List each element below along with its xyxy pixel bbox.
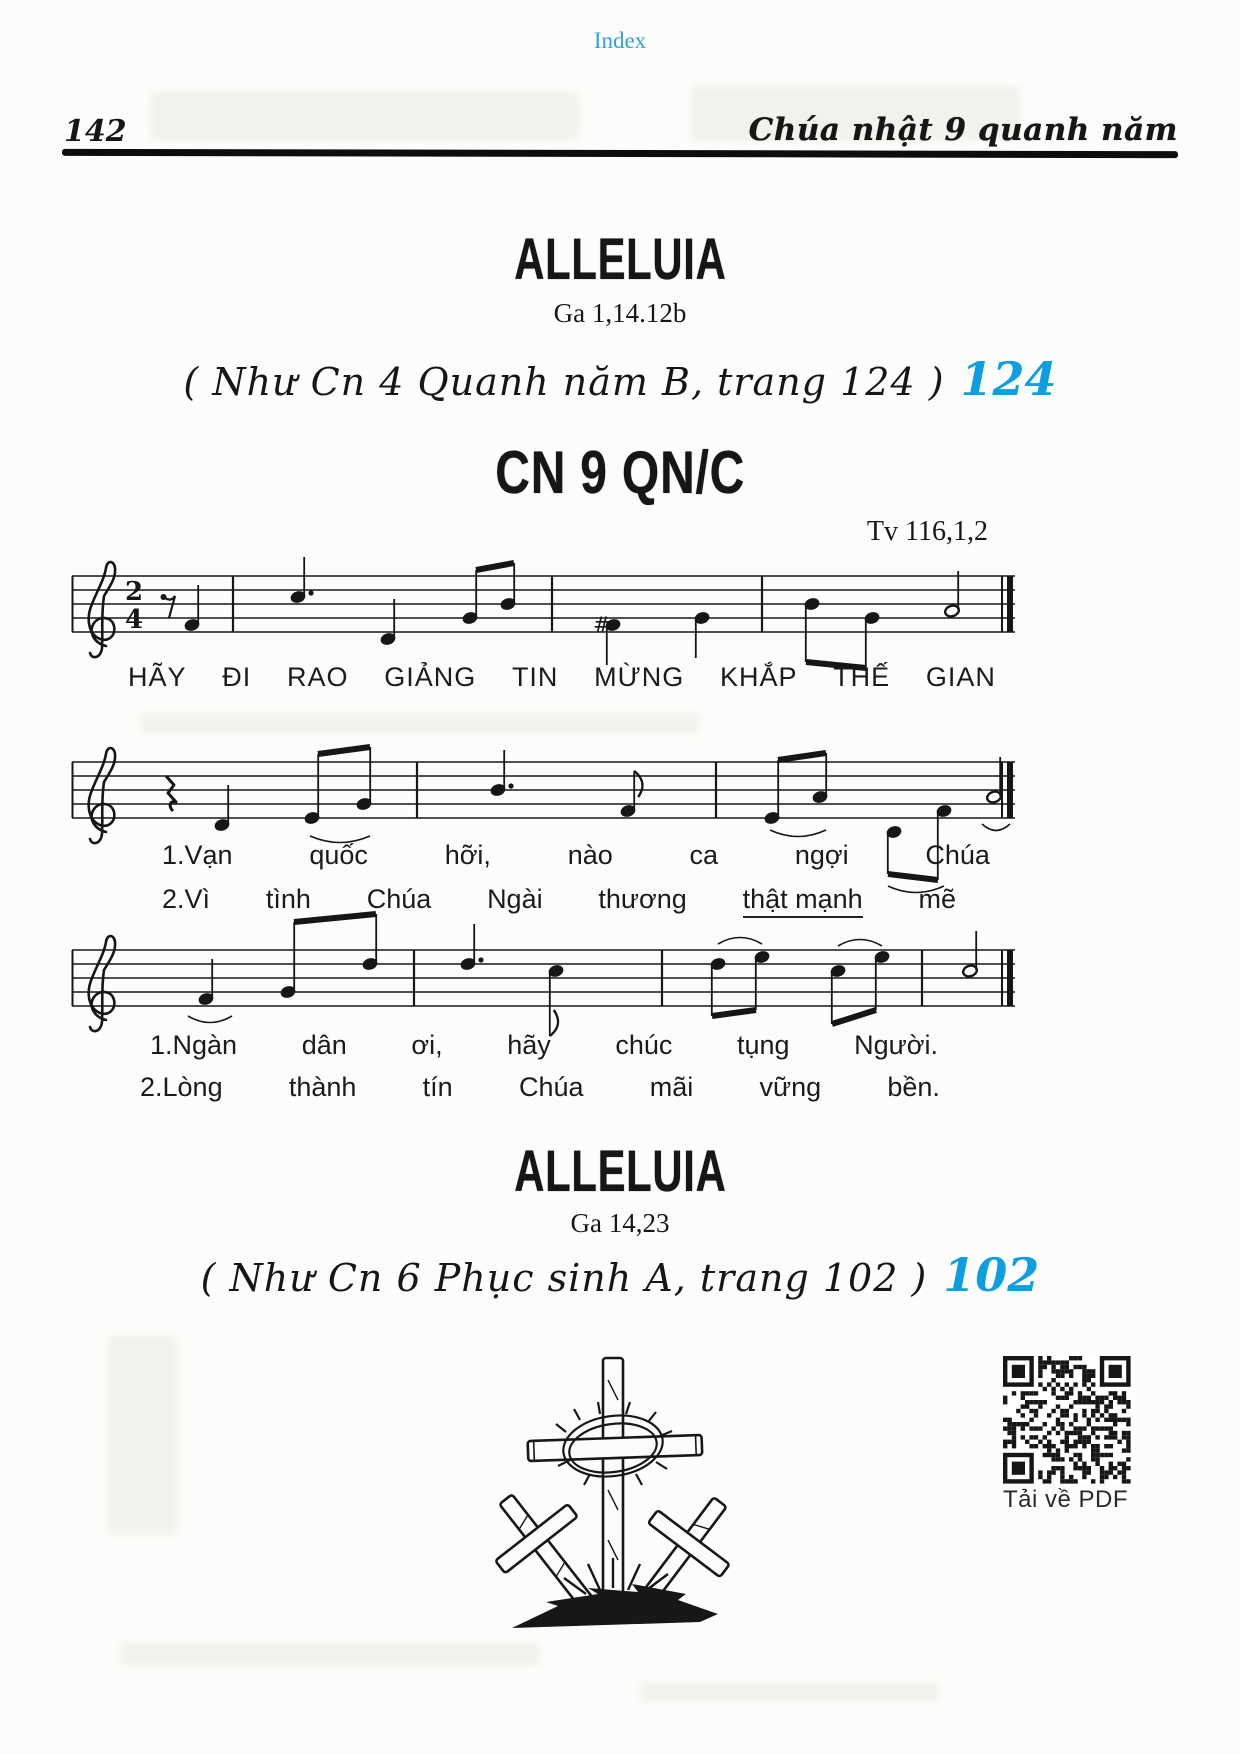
eighth-rest [161,594,176,618]
lyric-syllable: mãi [649,1072,694,1102]
page-number: 142 [64,114,127,149]
lyric-syllable: chúc [615,1030,673,1060]
lyric-syllable: thành [288,1072,357,1102]
lyric-syllable: 2.Vì [162,884,211,914]
song-title-heading [0,438,1240,508]
beam [712,1010,756,1016]
augmentation-dot [308,590,313,595]
lyric-syllable: thật mạnh [743,884,863,918]
lyric-syllable: tín [422,1072,453,1102]
lyric-syllable: 1.Vạn [162,840,233,870]
note-flag [634,771,642,797]
slur [188,1016,232,1023]
lyric-syllable: Người. [854,1030,938,1060]
cross-reference-1 [0,352,1240,406]
beam [476,563,514,570]
lyric-syllable: 2.Lòng [140,1072,223,1102]
lyric-syllable: mẽ [918,884,956,914]
alleluia-2-heading [0,1138,1240,1205]
lyric-syllable: ngợi [794,840,849,870]
lyric-syllable: dân [301,1030,347,1060]
alleluia-1-heading [0,226,1240,293]
lyric-syllable: ĐI [222,662,252,692]
lyric-syllable: 1.Ngàn [150,1030,238,1060]
lyric-syllable: ơi, [411,1030,443,1060]
lyric-syllable: Chúa [366,884,432,914]
lyric-syllable: TIN [511,662,559,692]
augmentation-dot [508,783,513,788]
lyric-syllable: Chúa [925,840,990,870]
final-barline [1007,950,1013,1006]
index-link[interactable]: Index [593,28,647,53]
beam [832,1010,876,1024]
lyric-syllable: RAO [286,662,349,692]
page-link-102[interactable]: 102 [943,1248,1040,1302]
lyric-syllable: vững [759,1072,822,1102]
lyric-syllable: MỪNG [594,662,685,692]
psalm-ref: Tv 116,1,2 [866,516,988,547]
bleed-through-artifact [108,1335,178,1535]
song-title: CN 9 QN/C [495,439,745,506]
qr-code[interactable] [1003,1356,1135,1484]
beam [888,874,938,880]
cross-ref-2-text: ( Như Cn 6 Phục sinh A, trang 102 ) [200,1256,928,1300]
final-barline [1007,762,1013,818]
lyric-syllable: tình [265,884,311,914]
lyric-syllable: Chúa [518,1072,584,1102]
lyric-syllable: nào [567,840,613,870]
pdf-download-link[interactable] [1003,1356,1143,1514]
lyric-syllable: THẾ [833,662,891,692]
lyric-syllable: tụng [737,1030,790,1060]
lyric-syllable: quốc [309,840,368,870]
lyric-syllable: HÃY [128,662,187,692]
quarter-rest [166,776,176,811]
beam [318,747,370,754]
verse-2-line-2 [140,1072,940,1103]
time-signature: 4 [124,605,144,635]
slur [982,824,1010,831]
lyric-syllable: GIẢNG [384,662,477,692]
time-signature: 2 [124,577,144,607]
alleluia-2-title: ALLELUIA [513,1139,727,1204]
bleed-through-artifact [150,92,580,140]
beam [778,753,826,760]
verse-1-line-2 [150,1030,938,1061]
slur [718,938,762,945]
lyric-syllable: Ngài [487,884,543,914]
augmentation-dot [478,957,483,962]
verse-1-line-1 [162,840,990,871]
lyric-syllable: bền. [887,1072,940,1102]
lyric-syllable: hãy [507,1030,551,1060]
lyric-syllable: ca [689,840,719,870]
cross-reference-2 [0,1248,1240,1302]
slur [838,940,882,947]
refrain-lyrics [128,662,996,693]
beam [294,914,376,922]
lyric-syllable: KHẮP [719,662,798,692]
scripture-ref-2: Ga 14,23 [570,1208,670,1238]
scripture-ref-1: Ga 1,14.12b [553,298,687,328]
page-link-124[interactable]: 124 [960,352,1057,406]
qr-caption[interactable]: Tải về PDF [1003,1486,1129,1513]
lyric-syllable: GIAN [925,662,996,692]
slur [770,830,826,837]
sharp-sign: # [593,613,611,637]
final-barline [1007,576,1013,632]
lyric-syllable: thương [598,884,687,914]
cross-illustration [450,1340,780,1650]
running-title: Chúa nhật 9 quanh năm [748,112,1178,148]
header-rule [62,149,1178,158]
bleed-through-artifact [640,1682,940,1702]
alleluia-1-title: ALLELUIA [513,227,727,292]
cross-ref-1-text: ( Như Cn 4 Quanh năm B, trang 124 ) [183,360,945,404]
lyric-syllable: hỡi, [444,840,491,870]
